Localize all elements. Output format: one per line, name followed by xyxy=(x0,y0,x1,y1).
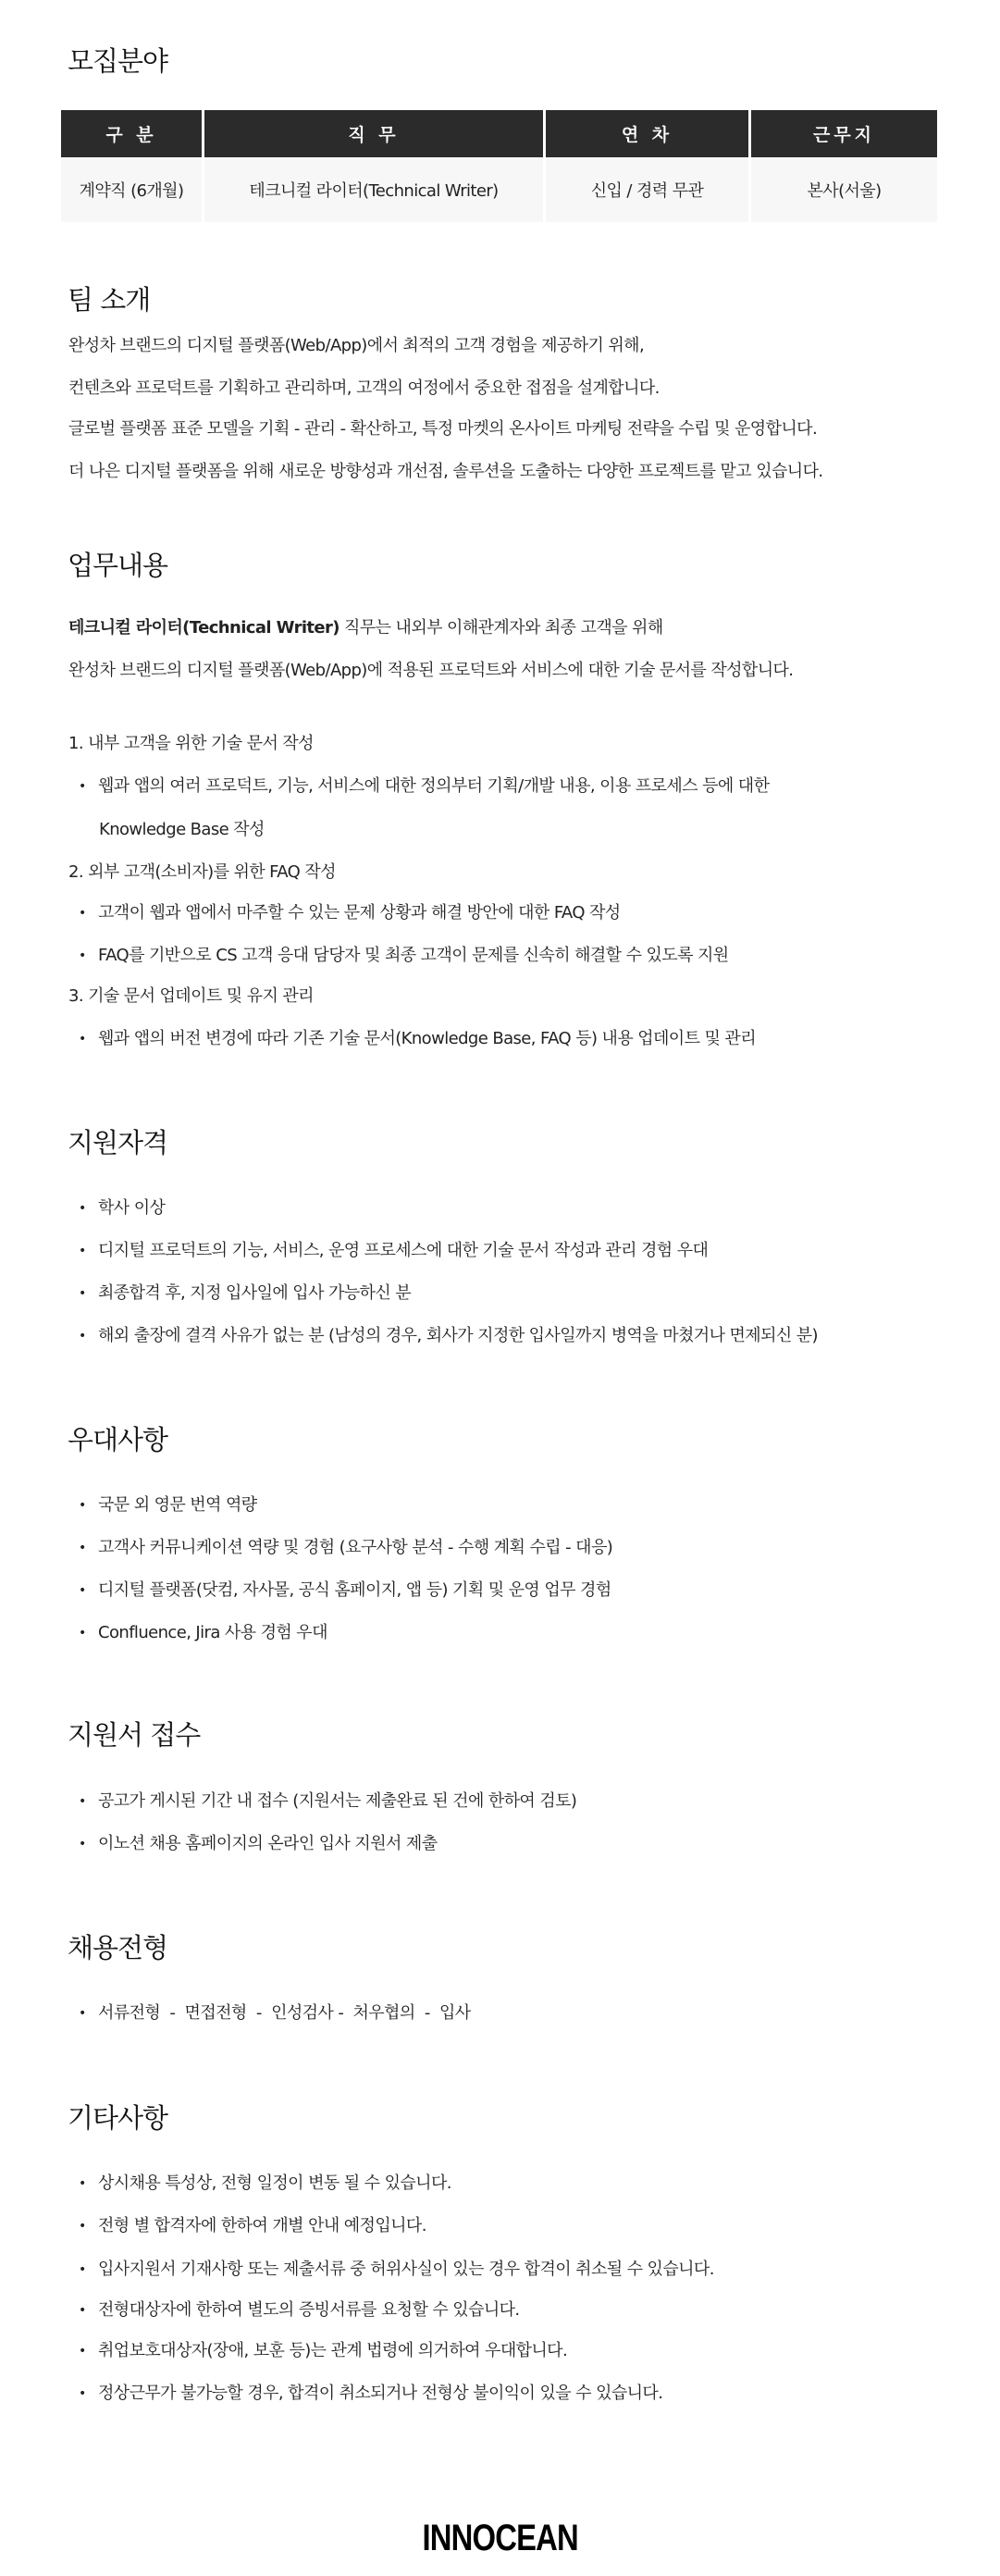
cell-type: 계약직 (6개월) xyxy=(61,157,202,222)
list-item: • 상시채용 특성상, 전형 일정이 변동 될 수 있습니다. xyxy=(98,2162,451,2205)
team-line: 완성차 브랜드의 디지털 플랫폼(Web/App)에서 최적의 고객 경험을 제공하기 위해, xyxy=(68,336,645,355)
section-title-qualifications: 지원자격 xyxy=(68,1127,168,1158)
table-header-row xyxy=(61,110,937,157)
list-item: • 해외 출장에 결격 사유가 없는 분 (남성의 경우, 회사가 지정한 입사일까지 병역을 마쳤거나 면제되신 분) xyxy=(98,1315,818,1357)
duty-heading: 2. 외부 고객(소비자)를 위한 FAQ 작성 xyxy=(68,862,336,882)
section-title-application: 지원서 접수 xyxy=(68,1719,201,1751)
list-item: • 공고가 게시된 기간 내 접수 (지원서는 제출완료 된 건에 한하여 검토) xyxy=(98,1780,576,1823)
team-line: 글로벌 플랫폼 표준 모델을 기획 - 관리 - 확산하고, 특정 마켓의 온사이트 마케팅 전략을 수립 및 운영합니다. xyxy=(68,419,818,439)
list-item: • 최종합격 후, 지정 입사일에 입사 가능하신 분 xyxy=(98,1272,411,1315)
header-location: 근무지 xyxy=(751,110,937,157)
list-item: • 국문 외 영문 번역 역량 xyxy=(98,1484,257,1527)
list-item: • 웹과 앱의 버전 변경에 따라 기존 기술 문서(Knowledge Base, FAQ 등) 내용 업데이트 및 관리 xyxy=(98,1018,756,1060)
list-item: • 고객이 웹과 앱에서 마주할 수 있는 문제 상황과 해결 방안에 대한 FAQ 작성 xyxy=(98,892,621,935)
header-type: 구 분 xyxy=(61,110,202,157)
section-title-etc: 기타사항 xyxy=(68,2102,168,2134)
list-item: • 취업보호대상자(장애, 보훈 등)는 관계 법령에 의거하여 우대합니다. xyxy=(98,2330,567,2372)
team-line: 컨텐츠와 프로덕트를 기획하고 관리하며, 고객의 여정에서 중요한 접점을 설계합니다. xyxy=(68,378,660,398)
duty-heading: 1. 내부 고객을 위한 기술 문서 작성 xyxy=(68,734,314,753)
list-item: • 고객사 커뮤니케이션 역량 및 경험 (요구사항 분석 - 수행 계획 수립 - 대응) xyxy=(98,1527,612,1569)
innocean-logo xyxy=(0,2517,1000,2559)
section-title-recruit: 모집분야 xyxy=(68,45,168,77)
list-item: • 학사 이상 xyxy=(98,1187,165,1230)
list-item: • 서류전형 - 면접전형 - 인성검사 - 처우협의 - 입사 xyxy=(98,1992,471,2035)
list-item: • 이노션 채용 홈페이지의 온라인 입사 지원서 제출 xyxy=(98,1823,438,1865)
logo-text: INNOCEAN xyxy=(422,2518,578,2558)
list-item: • 디지털 플랫폼(닷컴, 자사몰, 공식 홈페이지, 앱 등) 기획 및 운영 업무 경험 xyxy=(98,1569,611,1612)
cell-job: 테크니컬 라이터(Technical Writer) xyxy=(204,157,543,222)
section-title-duties: 업무내용 xyxy=(68,550,168,581)
team-line: 더 나은 디지털 플랫폼을 위해 새로운 방향성과 개선점, 솔루션을 도출하는 다양한 프로젝트를 맡고 있습니다. xyxy=(68,462,823,481)
job-title-bold: 테크니컬 라이터(Technical Writer) xyxy=(68,618,340,638)
section-title-process: 채용전형 xyxy=(68,1932,168,1963)
header-job: 직 무 xyxy=(204,110,543,157)
list-item: • 입사지원서 기재사항 또는 제출서류 중 허위사실이 있는 경우 합격이 취소될 수 있습니다. xyxy=(98,2248,714,2291)
list-item: • 전형 별 합격자에 한하여 개별 안내 예정입니다. xyxy=(98,2205,426,2248)
list-item: • 웹과 앱의 여러 프로덕트, 기능, 서비스에 대한 정의부터 기획/개발 내용, 이용 프로세스 등에 대한 xyxy=(98,765,769,808)
section-title-team: 팀 소개 xyxy=(68,284,151,316)
duties-intro-line2: 완성차 브랜드의 디지털 플랫폼(Web/App)에 적용된 프로덕트와 서비스에 대한 기술 문서를 작성합니다. xyxy=(68,661,794,680)
recruit-table xyxy=(58,110,940,222)
cell-career: 신입 / 경력 무관 xyxy=(546,157,748,222)
duty-heading: 3. 기술 문서 업데이트 및 유지 관리 xyxy=(68,986,314,1006)
list-item: • 정상근무가 불가능할 경우, 합격이 취소되거나 전형상 불이익이 있을 수 있습니다. xyxy=(98,2372,662,2415)
list-item: • 디지털 프로덕트의 기능, 서비스, 운영 프로세스에 대한 기술 문서 작성과 관리 경험 우대 xyxy=(98,1230,708,1272)
table-row xyxy=(61,157,937,222)
list-item: • FAQ를 기반으로 CS 고객 응대 담당자 및 최종 고객이 문제를 신속히 해결할 수 있도록 지원 xyxy=(98,935,729,977)
section-title-preferred: 우대사항 xyxy=(68,1424,168,1455)
duties-intro xyxy=(68,607,663,650)
cell-location: 본사(서울) xyxy=(751,157,937,222)
list-item-continuation: Knowledge Base 작성 xyxy=(99,820,265,839)
intro-rest: 직무는 내외부 이해관계자와 최종 고객을 위해 xyxy=(339,618,663,638)
list-item: • 전형대상자에 한하여 별도의 증빙서류를 요청할 수 있습니다. xyxy=(98,2289,520,2332)
list-item: • Confluence, Jira 사용 경험 우대 xyxy=(98,1612,327,1654)
header-career: 연 차 xyxy=(546,110,748,157)
